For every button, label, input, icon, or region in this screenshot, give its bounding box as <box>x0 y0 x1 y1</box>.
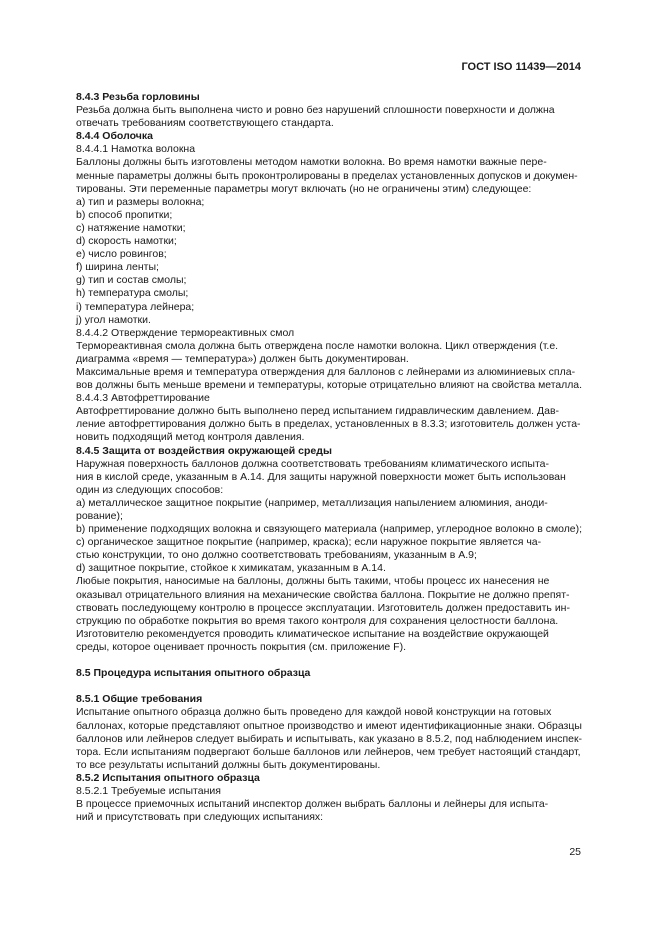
section-heading: 8.5.2 Испытания опытного образца <box>76 771 260 784</box>
text-line: ствовать последующему контролю в процессе эксплуатации. Изготовитель должен предоставить ин- <box>76 601 570 614</box>
text-line: В процессе приемочных испытаний инспектор должен выбрать баллоны и лейнеры для испыта- <box>76 798 549 811</box>
text-line: стью конструкции, то оно должно соответствовать требованиям, указанным в А.9; <box>76 549 477 562</box>
spacer <box>76 680 582 693</box>
text-line: ний и присутствовать при следующих испытаниях: <box>76 811 324 824</box>
text-line: c) органическое защитное покрытие (например, краска); если наружное покрытие является ча- <box>76 536 542 549</box>
spacer <box>76 654 582 667</box>
text-line: струкцию по обработке покрытия во время такого контроля для сохранения целостности баллона. <box>76 614 559 627</box>
text-line: h) температура смолы; <box>76 287 189 300</box>
section-heading: 8.4.3 Резьба горловины <box>76 91 200 103</box>
text-line: новить подходящий метод контроля давления. <box>76 431 305 444</box>
text-line: Любые покрытия, наносимые на баллоны, должны быть такими, чтобы процесс их нанесения не <box>76 575 550 588</box>
text-line: оказывал отрицательного влияния на механические свойства баллона. Покрытие не должно препят- <box>76 588 570 601</box>
text-line: баллонах, которые представляют опытное производство и имеют идентификационные знаки. Образцы <box>76 719 582 732</box>
text-line: g) тип и состав смолы; <box>76 274 187 287</box>
text-line: тированы. Эти переменные параметры могут включать (но не ограничены этим) следующее: <box>76 182 532 195</box>
text-line: Наружная поверхность баллонов должна соответствовать требованиям климатического испыта- <box>76 457 550 470</box>
text-line: 8.5.2.1 Требуемые испытания <box>76 784 221 797</box>
text-line: вов должны быть меньше времени и температуры, которые отрицательно влияют на свойства металла. <box>76 379 582 392</box>
text-line: b) способ пропитки; <box>76 208 173 221</box>
text-line: один из следующих способов: <box>76 483 224 496</box>
section-heading: 8.5 Процедура испытания опытного образца <box>76 667 311 680</box>
document-body <box>76 91 582 824</box>
text-line: b) применение подходящих волокна и связующего материала (например, углеродное волокно в смоле); <box>76 523 582 536</box>
text-line: Испытание опытного образца должно быть проведено для каждой новой конструкции на готовых <box>76 706 552 719</box>
text-line: a) металлическое защитное покрытие (например, металлизация напылением алюминия, аноди- <box>76 496 548 509</box>
text-line: d) скорость намотки; <box>76 235 177 248</box>
text-line: e) число ровингов; <box>76 248 167 261</box>
page-number: 25 <box>569 846 581 858</box>
text-line: ния в кислой среде, указанным в А.14. Для защиты наружной поверхности может быть использован <box>76 470 566 483</box>
text-line: баллонов или лейнеров следует выбирать и испытывать, как указано в 8.5.2, под наблюдением инспек- <box>76 732 582 745</box>
text-line: Изготовителю рекомендуется проводить климатическое испытание на воздействие окружающей <box>76 627 549 640</box>
section-heading: 8.4.5 Защита от воздействия окружающей среды <box>76 444 332 457</box>
text-line: i) температура лейнера; <box>76 300 195 313</box>
text-line: Максимальные время и температура отверждения для баллонов с лейнерами из алюминиевых спла- <box>76 365 576 378</box>
section-heading: 8.5.1 Общие требования <box>76 693 203 706</box>
text-line: среды, которое оценивает прочность покрытия (см. приложение F). <box>76 640 406 653</box>
text-line: отвечать требованиям соответствующего стандарта. <box>76 117 334 130</box>
text-line: Баллоны должны быть изготовлены методом намотки волокна. Во время намотки важные пере- <box>76 156 547 169</box>
text-line: диаграмма «время — температура») должен быть документирован. <box>76 352 409 365</box>
text-line: 8.4.4.3 Автофреттирование <box>76 392 210 405</box>
text-line: 8.4.4.1 Намотка волокна <box>76 143 196 156</box>
section-heading: 8.4.4 Оболочка <box>76 130 153 143</box>
text-line: d) защитное покрытие, стойкое к химикатам, указанным в А.14. <box>76 562 386 575</box>
text-line: f) ширина ленты; <box>76 261 159 274</box>
text-line: ление автофреттирования должно быть в пределах, установленных в 8.3.3; изготовитель должен уста- <box>76 418 581 431</box>
text-line: то все результаты испытаний должны быть документированы. <box>76 758 381 771</box>
text-line: Резьба должна быть выполнена чисто и ровно без нарушений сплошности поверхности и должна <box>76 104 555 117</box>
text-line: рование); <box>76 510 123 522</box>
text-line: 8.4.4.2 Отверждение термореактивных смол <box>76 326 295 339</box>
text-line: c) натяжение намотки; <box>76 221 186 234</box>
text-line: Термореактивная смола должна быть отверждена после намотки волокна. Цикл отверждения (т.е. <box>76 339 559 352</box>
text-line: j) угол намотки. <box>76 313 151 326</box>
document-header: ГОСТ ISO 11439—2014 <box>461 61 581 73</box>
text-line: Автофреттирование должно быть выполнено перед испытанием гидравлическим давлением. Дав- <box>76 405 560 418</box>
text-line: a) тип и размеры волокна; <box>76 195 205 208</box>
text-line: менные параметры должны быть проконтролированы в пределах установленных допусков и докумен- <box>76 169 578 182</box>
text-line: тора. Если испытаниям подвергают больше баллонов или лейнеров, чем требует настоящий стандарт, <box>76 745 581 758</box>
